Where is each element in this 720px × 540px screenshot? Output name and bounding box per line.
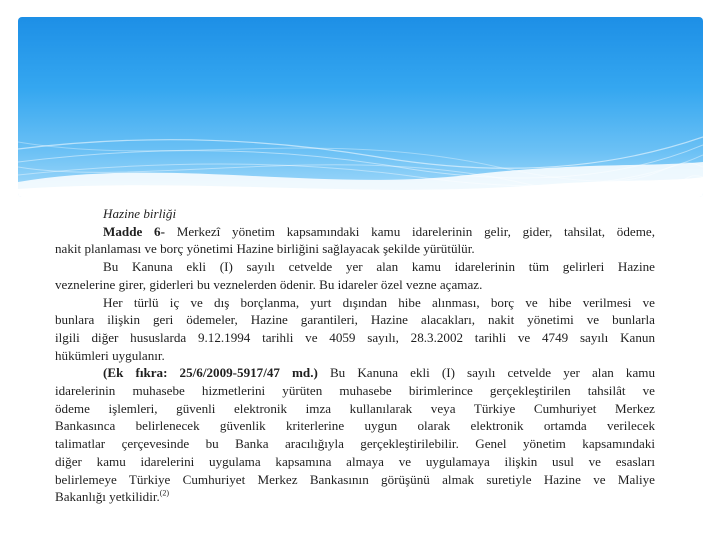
paragraph-4-cont xyxy=(55,488,655,506)
paragraph-line: belirlemeye Türkiye Cumhuriyet Merkez Bankasının görüşünü almak suretiyle Hazine ve Maliye xyxy=(55,471,655,487)
paragraph-line: bunlara ilişkin geri ödemeler, Hazine garantileri, Hazine alacakları, nakit yönetimi ve bunlarla xyxy=(55,312,655,328)
article-paragraph-1-cont xyxy=(55,240,655,258)
paragraph-3-cont xyxy=(55,347,655,365)
section-heading: Hazine birliği xyxy=(103,206,177,221)
paragraph-line: Bu Kanuna ekli (I) sayılı cetvelde yer alan kamu idarelerinin tüm gelirleri Hazine xyxy=(103,259,655,275)
paragraph-3 xyxy=(55,294,655,312)
paragraph-2 xyxy=(55,258,655,276)
paragraph-3-cont xyxy=(55,329,655,347)
article-label: Madde 6- xyxy=(103,223,165,239)
paragraph-line: ilgili diğer hususlarda 9.12.1994 tarihli ve 4059 sayılı, 28.3.2002 tarihli ve 4749 sayılı Kanun xyxy=(55,329,655,345)
paragraph-line: Merkezî yönetim kapsamındaki kamu idarelerinin gelir, gider, tahsilat, ödeme, xyxy=(176,223,655,239)
paragraph-line: diğer kamu idarelerini uygulama kapsamına almaya ve uygulamaya ilişkin usul ve esasları xyxy=(55,453,655,469)
paragraph-3-cont xyxy=(55,311,655,329)
paragraph-line: idarelerinin muhasebe hizmetlerini yürüten muhasebe birimlerince gerçekleştirilen tahsilât ve xyxy=(55,383,655,399)
paragraph-4-cont xyxy=(55,382,655,400)
footnote-marker: (2) xyxy=(159,488,170,498)
paragraph-4-cont xyxy=(55,435,655,453)
wave-decoration xyxy=(18,17,703,197)
paragraph-4-cont xyxy=(55,400,655,418)
document-text xyxy=(55,205,655,506)
paragraph-4-cont xyxy=(55,417,655,435)
paragraph-line: Bakanlığı yetkilidir. xyxy=(55,489,160,505)
paragraph-line: Her türlü iç ve dış borçlanma, yurt dışından hibe alınması, borç ve hibe verilmesi ve xyxy=(103,294,655,310)
paragraph-line: ödeme işlemleri, güvenli elektronik imza kullanılarak veya Türkiye Cumhuriyet Merkez xyxy=(55,400,655,416)
paragraph-line: Bankasınca belirlenecek güvenlik kriterlerine uygun olarak elektronik ortamda verilecek xyxy=(55,418,655,434)
paragraph-line: nakit planlaması ve borç yönetimi Hazine birliğini sağlayacak şekilde yürütülür. xyxy=(55,241,475,257)
paragraph-4-cont xyxy=(55,453,655,471)
paragraph-4 xyxy=(55,364,655,382)
article-paragraph-1 xyxy=(55,223,655,241)
paragraph-line: hükümleri uygulanır. xyxy=(55,347,165,363)
header-banner xyxy=(18,17,703,197)
amendment-label: (Ek fıkra: 25/6/2009-5917/47 md.) xyxy=(103,365,318,381)
paragraph-line: Bu Kanuna ekli (I) sayılı cetvelde yer alan kamu xyxy=(329,365,655,381)
paragraph-line: talimatlar çerçevesinde bu Banka aracılığıyla gerçekleştirilebilir. Genel yönetim kapsamındaki xyxy=(55,436,655,452)
paragraph-2-cont xyxy=(55,276,655,294)
paragraph-line: veznelerine girer, giderleri bu veznelerden ödenir. Bu idareler özel vezne açamaz. xyxy=(55,276,483,292)
paragraph-4-cont xyxy=(55,471,655,489)
